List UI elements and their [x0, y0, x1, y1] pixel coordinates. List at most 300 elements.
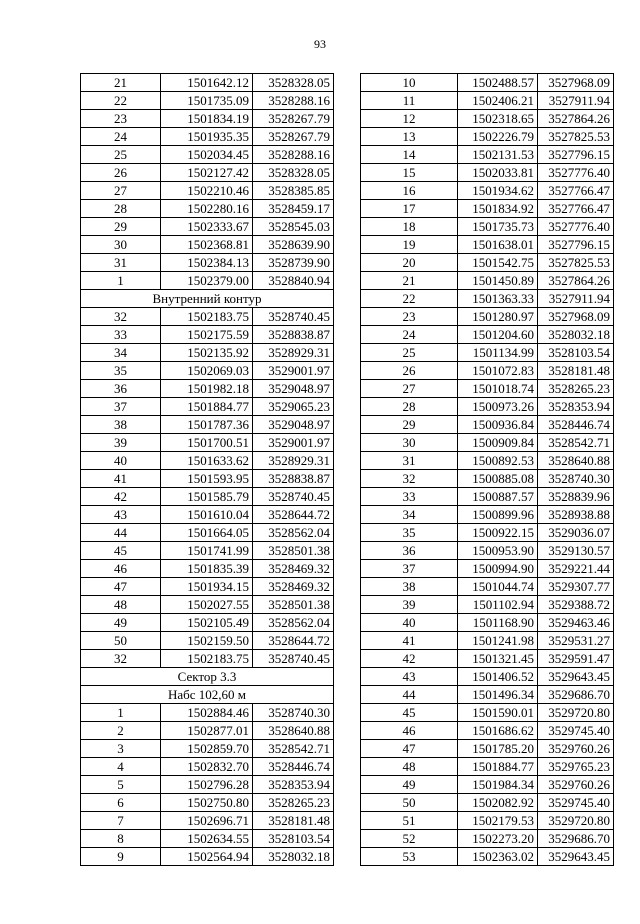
section-heading: Сектор 3.3: [81, 668, 334, 686]
point-number: 15: [361, 164, 458, 182]
x-coordinate: 1502363.02: [458, 848, 538, 866]
point-number: 14: [361, 146, 458, 164]
point-number: 31: [81, 254, 161, 272]
x-coordinate: 1501686.62: [458, 722, 538, 740]
table-row: [81, 524, 334, 542]
table-row: [81, 182, 334, 200]
table-row: [81, 452, 334, 470]
y-coordinate: 3529591.47: [538, 650, 614, 668]
table-row: [361, 128, 614, 146]
point-number: 34: [361, 506, 458, 524]
point-number: 26: [81, 164, 161, 182]
point-number: 34: [81, 344, 161, 362]
table-row: [361, 812, 614, 830]
y-coordinate: 3528839.96: [538, 488, 614, 506]
x-coordinate: 1501735.09: [161, 92, 253, 110]
y-coordinate: 3529463.46: [538, 614, 614, 632]
table-row: [361, 434, 614, 452]
y-coordinate: 3528265.23: [538, 380, 614, 398]
y-coordinate: 3528542.71: [538, 434, 614, 452]
table-row: [361, 524, 614, 542]
x-coordinate: 1501363.33: [458, 290, 538, 308]
table-row: [361, 830, 614, 848]
y-coordinate: 3528542.71: [253, 740, 334, 758]
y-coordinate: 3528469.32: [253, 578, 334, 596]
point-number: 4: [81, 758, 161, 776]
y-coordinate: 3529001.97: [253, 362, 334, 380]
y-coordinate: 3527766.47: [538, 182, 614, 200]
point-number: 41: [361, 632, 458, 650]
x-coordinate: 1500953.90: [458, 542, 538, 560]
y-coordinate: 3528938.88: [538, 506, 614, 524]
table-row: [361, 704, 614, 722]
point-number: 18: [361, 218, 458, 236]
point-number: 29: [81, 218, 161, 236]
table-row: [361, 668, 614, 686]
y-coordinate: 3528181.48: [253, 812, 334, 830]
table-row: [361, 632, 614, 650]
x-coordinate: 1502082.92: [458, 794, 538, 812]
point-number: 42: [81, 488, 161, 506]
x-coordinate: 1501241.98: [458, 632, 538, 650]
point-number: 25: [361, 344, 458, 362]
y-coordinate: 3528328.05: [253, 74, 334, 92]
x-coordinate: 1501134.99: [458, 344, 538, 362]
table-row: [361, 218, 614, 236]
y-coordinate: 3528469.32: [253, 560, 334, 578]
x-coordinate: 1501664.05: [161, 524, 253, 542]
table-row: [81, 308, 334, 326]
y-coordinate: 3529388.72: [538, 596, 614, 614]
point-number: 39: [81, 434, 161, 452]
point-number: 10: [361, 74, 458, 92]
table-row: [361, 686, 614, 704]
x-coordinate: 1502210.46: [161, 182, 253, 200]
point-number: 12: [361, 110, 458, 128]
y-coordinate: 3528288.16: [253, 92, 334, 110]
x-coordinate: 1502159.50: [161, 632, 253, 650]
y-coordinate: 3528840.94: [253, 272, 334, 290]
section-heading: Набс 102,60 м: [81, 686, 334, 704]
x-coordinate: 1502183.75: [161, 650, 253, 668]
table-row: [81, 506, 334, 524]
table-row: [81, 848, 334, 866]
point-number: 20: [361, 254, 458, 272]
point-number: 38: [81, 416, 161, 434]
x-coordinate: 1502488.57: [458, 74, 538, 92]
table-row: [361, 398, 614, 416]
x-coordinate: 1500973.26: [458, 398, 538, 416]
y-coordinate: 3528838.87: [253, 470, 334, 488]
x-coordinate: 1501406.52: [458, 668, 538, 686]
table-row: [81, 704, 334, 722]
point-number: 16: [361, 182, 458, 200]
x-coordinate: 1502696.71: [161, 812, 253, 830]
x-coordinate: 1502127.42: [161, 164, 253, 182]
y-coordinate: 3528267.79: [253, 110, 334, 128]
point-number: 1: [81, 272, 161, 290]
y-coordinate: 3527796.15: [538, 146, 614, 164]
table-row: [361, 344, 614, 362]
table-row: [361, 596, 614, 614]
table-row: [361, 614, 614, 632]
x-coordinate: 1502368.81: [161, 236, 253, 254]
x-coordinate: 1500936.84: [458, 416, 538, 434]
table-row: [361, 758, 614, 776]
point-number: 26: [361, 362, 458, 380]
coordinates-table-right: [360, 73, 614, 866]
table-row: [361, 560, 614, 578]
y-coordinate: 3528501.38: [253, 596, 334, 614]
table-row: [361, 416, 614, 434]
y-coordinate: 3528740.30: [538, 470, 614, 488]
point-number: 43: [81, 506, 161, 524]
x-coordinate: 1501018.74: [458, 380, 538, 398]
x-coordinate: 1502832.70: [161, 758, 253, 776]
y-coordinate: 3527766.47: [538, 200, 614, 218]
x-coordinate: 1501984.34: [458, 776, 538, 794]
point-number: 37: [81, 398, 161, 416]
y-coordinate: 3529720.80: [538, 704, 614, 722]
table-row: [81, 164, 334, 182]
x-coordinate: 1501593.95: [161, 470, 253, 488]
table-row: [361, 236, 614, 254]
point-number: 32: [81, 308, 161, 326]
x-coordinate: 1502406.21: [458, 92, 538, 110]
y-coordinate: 3529760.26: [538, 740, 614, 758]
table-row: [81, 326, 334, 344]
y-coordinate: 3529643.45: [538, 668, 614, 686]
point-number: 38: [361, 578, 458, 596]
x-coordinate: 1501542.75: [458, 254, 538, 272]
x-coordinate: 1502877.01: [161, 722, 253, 740]
x-coordinate: 1501280.97: [458, 308, 538, 326]
table-row: [361, 200, 614, 218]
point-number: 32: [361, 470, 458, 488]
table-row: [81, 344, 334, 362]
point-number: 7: [81, 812, 161, 830]
y-coordinate: 3528740.45: [253, 488, 334, 506]
y-coordinate: 3529643.45: [538, 848, 614, 866]
point-number: 22: [81, 92, 161, 110]
table-row: [81, 830, 334, 848]
table-row: [81, 740, 334, 758]
y-coordinate: 3528267.79: [253, 128, 334, 146]
x-coordinate: 1501935.35: [161, 128, 253, 146]
point-number: 46: [81, 560, 161, 578]
y-coordinate: 3528562.04: [253, 524, 334, 542]
point-number: 47: [81, 578, 161, 596]
table-row: [81, 596, 334, 614]
point-number: 21: [361, 272, 458, 290]
point-number: 40: [81, 452, 161, 470]
y-coordinate: 3529745.40: [538, 794, 614, 812]
point-number: 53: [361, 848, 458, 866]
y-coordinate: 3528288.16: [253, 146, 334, 164]
x-coordinate: 1501585.79: [161, 488, 253, 506]
x-coordinate: 1501982.18: [161, 380, 253, 398]
x-coordinate: 1501642.12: [161, 74, 253, 92]
y-coordinate: 3528929.31: [253, 452, 334, 470]
table-row: [361, 362, 614, 380]
table-row: [81, 794, 334, 812]
point-number: 33: [361, 488, 458, 506]
y-coordinate: 3529686.70: [538, 686, 614, 704]
y-coordinate: 3527864.26: [538, 110, 614, 128]
table-row: [81, 128, 334, 146]
y-coordinate: 3529760.26: [538, 776, 614, 794]
x-coordinate: 1501450.89: [458, 272, 538, 290]
point-number: 11: [361, 92, 458, 110]
x-coordinate: 1502183.75: [161, 308, 253, 326]
x-coordinate: 1501834.19: [161, 110, 253, 128]
point-number: 36: [361, 542, 458, 560]
x-coordinate: 1500892.53: [458, 452, 538, 470]
y-coordinate: 3529048.97: [253, 380, 334, 398]
x-coordinate: 1502796.28: [161, 776, 253, 794]
y-coordinate: 3529001.97: [253, 434, 334, 452]
table-row: [81, 110, 334, 128]
y-coordinate: 3528446.74: [538, 416, 614, 434]
y-coordinate: 3529221.44: [538, 560, 614, 578]
y-coordinate: 3529036.07: [538, 524, 614, 542]
point-number: 23: [81, 110, 161, 128]
table-row: [361, 506, 614, 524]
y-coordinate: 3529720.80: [538, 812, 614, 830]
table-row: [361, 488, 614, 506]
table-row: [81, 434, 334, 452]
table-row: [81, 74, 334, 92]
table-row: [81, 200, 334, 218]
point-number: 47: [361, 740, 458, 758]
table-row: [361, 578, 614, 596]
table-row: [361, 164, 614, 182]
x-coordinate: 1500922.15: [458, 524, 538, 542]
x-coordinate: 1501496.34: [458, 686, 538, 704]
point-number: 22: [361, 290, 458, 308]
x-coordinate: 1501633.62: [161, 452, 253, 470]
table-row: [81, 812, 334, 830]
table-row: [361, 146, 614, 164]
y-coordinate: 3527968.09: [538, 74, 614, 92]
x-coordinate: 1501590.01: [458, 704, 538, 722]
x-coordinate: 1501787.36: [161, 416, 253, 434]
point-number: 5: [81, 776, 161, 794]
x-coordinate: 1501835.39: [161, 560, 253, 578]
y-coordinate: 3528181.48: [538, 362, 614, 380]
table-row: [81, 578, 334, 596]
x-coordinate: 1502318.65: [458, 110, 538, 128]
table-row: [81, 380, 334, 398]
x-coordinate: 1501934.62: [458, 182, 538, 200]
table-row: [81, 92, 334, 110]
point-number: 27: [361, 380, 458, 398]
x-coordinate: 1501934.15: [161, 578, 253, 596]
point-number: 21: [81, 74, 161, 92]
x-coordinate: 1502179.53: [458, 812, 538, 830]
table-row: [81, 614, 334, 632]
point-number: 28: [361, 398, 458, 416]
y-coordinate: 3527776.40: [538, 164, 614, 182]
x-coordinate: 1501884.77: [458, 758, 538, 776]
x-coordinate: 1502034.45: [161, 146, 253, 164]
x-coordinate: 1501884.77: [161, 398, 253, 416]
y-coordinate: 3528740.45: [253, 308, 334, 326]
table-row: [361, 776, 614, 794]
y-coordinate: 3528446.74: [253, 758, 334, 776]
point-number: 40: [361, 614, 458, 632]
x-coordinate: 1501072.83: [458, 362, 538, 380]
x-coordinate: 1501321.45: [458, 650, 538, 668]
point-number: 44: [81, 524, 161, 542]
point-number: 6: [81, 794, 161, 812]
y-coordinate: 3528644.72: [253, 506, 334, 524]
y-coordinate: 3529065.23: [253, 398, 334, 416]
x-coordinate: 1502175.59: [161, 326, 253, 344]
point-number: 41: [81, 470, 161, 488]
point-number: 49: [361, 776, 458, 794]
table-row: [81, 560, 334, 578]
table-row: [361, 326, 614, 344]
y-coordinate: 3528740.30: [253, 704, 334, 722]
x-coordinate: 1502564.94: [161, 848, 253, 866]
section-heading: Внутренний контур: [81, 290, 334, 308]
table-row: [361, 650, 614, 668]
y-coordinate: 3528328.05: [253, 164, 334, 182]
point-number: 42: [361, 650, 458, 668]
y-coordinate: 3527968.09: [538, 308, 614, 326]
x-coordinate: 1502333.67: [161, 218, 253, 236]
y-coordinate: 3528639.90: [253, 236, 334, 254]
x-coordinate: 1501735.73: [458, 218, 538, 236]
section-heading-row: [81, 686, 334, 704]
point-number: 51: [361, 812, 458, 830]
point-number: 35: [81, 362, 161, 380]
point-number: 44: [361, 686, 458, 704]
y-coordinate: 3529130.57: [538, 542, 614, 560]
point-number: 50: [81, 632, 161, 650]
point-number: 24: [361, 326, 458, 344]
table-row: [81, 362, 334, 380]
x-coordinate: 1500909.84: [458, 434, 538, 452]
table-row: [81, 398, 334, 416]
table-row: [81, 236, 334, 254]
table-row: [81, 776, 334, 794]
y-coordinate: 3528640.88: [538, 452, 614, 470]
point-number: 28: [81, 200, 161, 218]
point-number: 2: [81, 722, 161, 740]
table-row: [81, 218, 334, 236]
page-number: 93: [314, 37, 326, 51]
table-row: [81, 272, 334, 290]
point-number: 46: [361, 722, 458, 740]
x-coordinate: 1500994.90: [458, 560, 538, 578]
y-coordinate: 3528838.87: [253, 326, 334, 344]
table-row: [361, 470, 614, 488]
y-coordinate: 3529307.77: [538, 578, 614, 596]
x-coordinate: 1500887.57: [458, 488, 538, 506]
table-row: [361, 290, 614, 308]
point-number: 25: [81, 146, 161, 164]
y-coordinate: 3528644.72: [253, 632, 334, 650]
point-number: 29: [361, 416, 458, 434]
x-coordinate: 1502105.49: [161, 614, 253, 632]
point-number: 43: [361, 668, 458, 686]
section-heading-row: [81, 290, 334, 308]
point-number: 24: [81, 128, 161, 146]
y-coordinate: 3527825.53: [538, 254, 614, 272]
table-row: [361, 308, 614, 326]
y-coordinate: 3529048.97: [253, 416, 334, 434]
y-coordinate: 3527911.94: [538, 92, 614, 110]
x-coordinate: 1500899.96: [458, 506, 538, 524]
point-number: 31: [361, 452, 458, 470]
x-coordinate: 1502884.46: [161, 704, 253, 722]
point-number: 1: [81, 704, 161, 722]
x-coordinate: 1502750.80: [161, 794, 253, 812]
y-coordinate: 3527776.40: [538, 218, 614, 236]
table-row: [81, 542, 334, 560]
y-coordinate: 3528103.54: [253, 830, 334, 848]
y-coordinate: 3528103.54: [538, 344, 614, 362]
y-coordinate: 3527911.94: [538, 290, 614, 308]
table-row: [81, 470, 334, 488]
x-coordinate: 1500885.08: [458, 470, 538, 488]
y-coordinate: 3529765.23: [538, 758, 614, 776]
table-row: [361, 380, 614, 398]
point-number: 49: [81, 614, 161, 632]
table-row: [81, 758, 334, 776]
point-number: 50: [361, 794, 458, 812]
table-row: [361, 74, 614, 92]
point-number: 30: [81, 236, 161, 254]
table-row: [361, 254, 614, 272]
y-coordinate: 3528545.03: [253, 218, 334, 236]
x-coordinate: 1502027.55: [161, 596, 253, 614]
table-row: [361, 182, 614, 200]
point-number: 27: [81, 182, 161, 200]
table-row: [81, 146, 334, 164]
y-coordinate: 3529686.70: [538, 830, 614, 848]
x-coordinate: 1502069.03: [161, 362, 253, 380]
table-row: [81, 488, 334, 506]
point-number: 23: [361, 308, 458, 326]
y-coordinate: 3528353.94: [538, 398, 614, 416]
x-coordinate: 1501741.99: [161, 542, 253, 560]
y-coordinate: 3529745.40: [538, 722, 614, 740]
x-coordinate: 1501785.20: [458, 740, 538, 758]
y-coordinate: 3528929.31: [253, 344, 334, 362]
x-coordinate: 1502033.81: [458, 164, 538, 182]
point-number: 3: [81, 740, 161, 758]
point-number: 35: [361, 524, 458, 542]
point-number: 48: [361, 758, 458, 776]
x-coordinate: 1501102.94: [458, 596, 538, 614]
x-coordinate: 1501610.04: [161, 506, 253, 524]
y-coordinate: 3528501.38: [253, 542, 334, 560]
table-row: [361, 272, 614, 290]
point-number: 9: [81, 848, 161, 866]
x-coordinate: 1502273.20: [458, 830, 538, 848]
section-heading-row: [81, 668, 334, 686]
y-coordinate: 3527864.26: [538, 272, 614, 290]
y-coordinate: 3528385.85: [253, 182, 334, 200]
table-row: [81, 254, 334, 272]
table-row: [361, 92, 614, 110]
y-coordinate: 3528353.94: [253, 776, 334, 794]
point-number: 45: [361, 704, 458, 722]
table-row: [361, 848, 614, 866]
